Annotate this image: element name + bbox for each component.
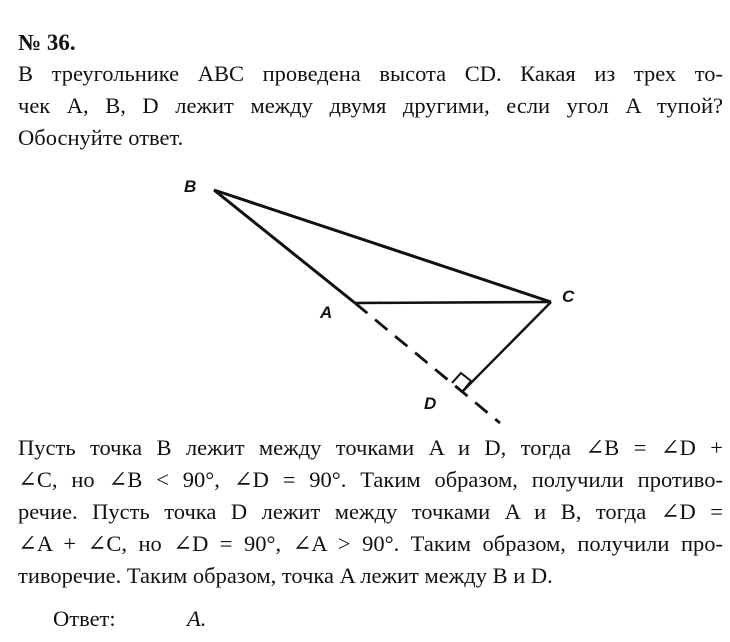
right-angle-mark: [452, 373, 471, 392]
solution-line: речие. Пусть точка D лежит между точками A и B, тогда ∠D =: [18, 499, 723, 524]
solution-line: ∠C, но ∠B < 90°, ∠D = 90°. Таким образом, получили противо-: [18, 467, 723, 492]
solution-line: тиворечие. Таким образом, точка A лежит между B и D.: [18, 563, 553, 588]
solution-line: ∠A + ∠C, но ∠D = 90°, ∠A > 90°. Таким образом, получили про-: [18, 531, 723, 556]
statement-line: Обоснуйте ответ.: [18, 125, 184, 150]
segment-BC: [214, 190, 551, 302]
label-B: B: [184, 177, 197, 196]
answer-label: Ответ:: [53, 606, 116, 631]
statement-line: чек A, B, D лежит между двумя другими, если угол A тупой?: [18, 93, 723, 118]
label-A: A: [320, 303, 333, 322]
label-C: C: [562, 287, 575, 306]
segment-BA: [214, 190, 355, 303]
problem-number: № 36.: [18, 30, 76, 55]
solution-text: [18, 432, 723, 592]
segment-AC: [355, 302, 551, 303]
label-D: D: [424, 394, 437, 413]
solution-line: Пусть точка B лежит между точками A и D, тогда ∠B = ∠D +: [18, 435, 723, 460]
altitude-CD: [462, 302, 551, 392]
statement-line: В треугольнике ABC проведена высота CD. Какая из трех то-: [18, 61, 723, 86]
answer-value: A.: [187, 606, 207, 631]
